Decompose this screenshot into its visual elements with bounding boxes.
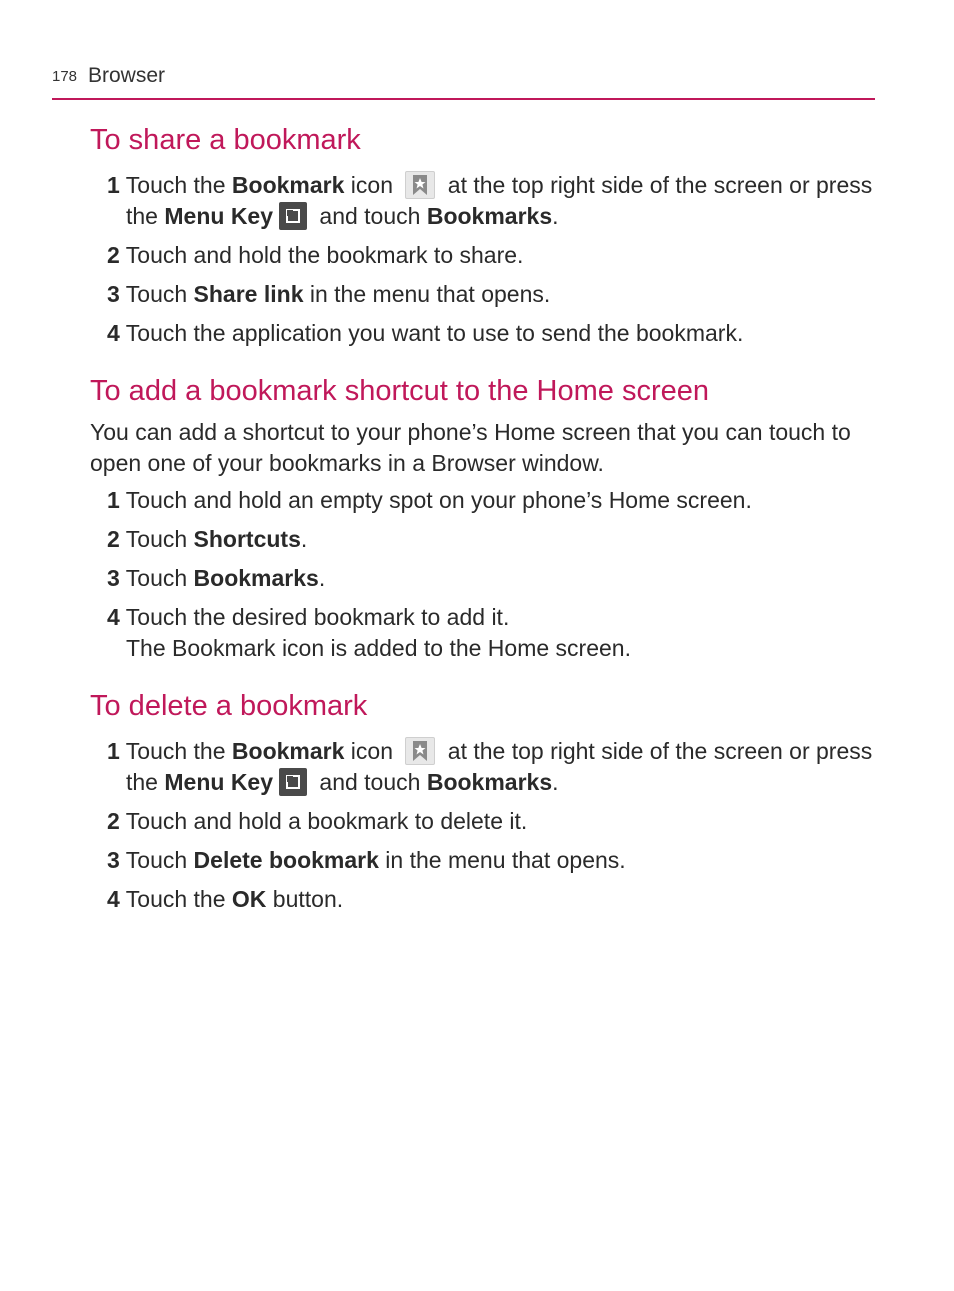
menu-key-icon: [279, 768, 307, 796]
delete-steps: [90, 736, 880, 915]
share-step-3: 3 Touch Share link in the menu that opens.: [107, 281, 551, 307]
delete-step-2: 2 Touch and hold a bookmark to delete it.: [107, 808, 528, 834]
page-header: [52, 64, 875, 100]
share-step-2: 2 Touch and hold the bookmark to share.: [107, 242, 524, 268]
share-step-4: 4 Touch the application you want to use to send the bookmark.: [107, 320, 744, 346]
delete-step-4: 4 Touch the OK button.: [107, 886, 344, 912]
add-shortcut-heading: To add a bookmark shortcut to the Home screen: [90, 375, 709, 407]
page-content: [90, 120, 880, 923]
bookmark-icon: [405, 171, 435, 199]
shortcut-steps: [90, 485, 880, 664]
shortcut-step-4-note: The Bookmark icon is added to the Home screen.: [126, 635, 631, 661]
page-number: 178: [52, 68, 78, 85]
delete-step-1: 1 Touch the Bookmark icon at the top right side of the screen or press the Menu Key and touch Bookmarks.: [107, 738, 873, 795]
section-name: Browser: [88, 64, 166, 87]
shortcut-step-2: 2 Touch Shortcuts.: [107, 526, 308, 552]
share-step-1: 1 Touch the Bookmark icon at the top right side of the screen or press the Menu Key and touch Bookmarks.: [107, 172, 873, 229]
share-steps: [90, 170, 880, 349]
menu-key-icon: [279, 202, 307, 230]
shortcut-step-1: 1 Touch and hold an empty spot on your phone’s Home screen.: [107, 487, 752, 513]
add-shortcut-intro: You can add a shortcut to your phone’s Home screen that you can touch to open one of your bookmarks in a Browser window.: [90, 419, 851, 476]
shortcut-step-3: 3 Touch Bookmarks.: [107, 565, 326, 591]
shortcut-step-4: 4 Touch the desired bookmark to add it. The Bookmark icon is added to the Home screen.: [90, 602, 880, 664]
bookmark-icon: [405, 737, 435, 765]
share-bookmark-heading: To share a bookmark: [90, 124, 361, 156]
delete-step-3: 3 Touch Delete bookmark in the menu that opens.: [107, 847, 626, 873]
delete-bookmark-heading: To delete a bookmark: [90, 690, 368, 722]
